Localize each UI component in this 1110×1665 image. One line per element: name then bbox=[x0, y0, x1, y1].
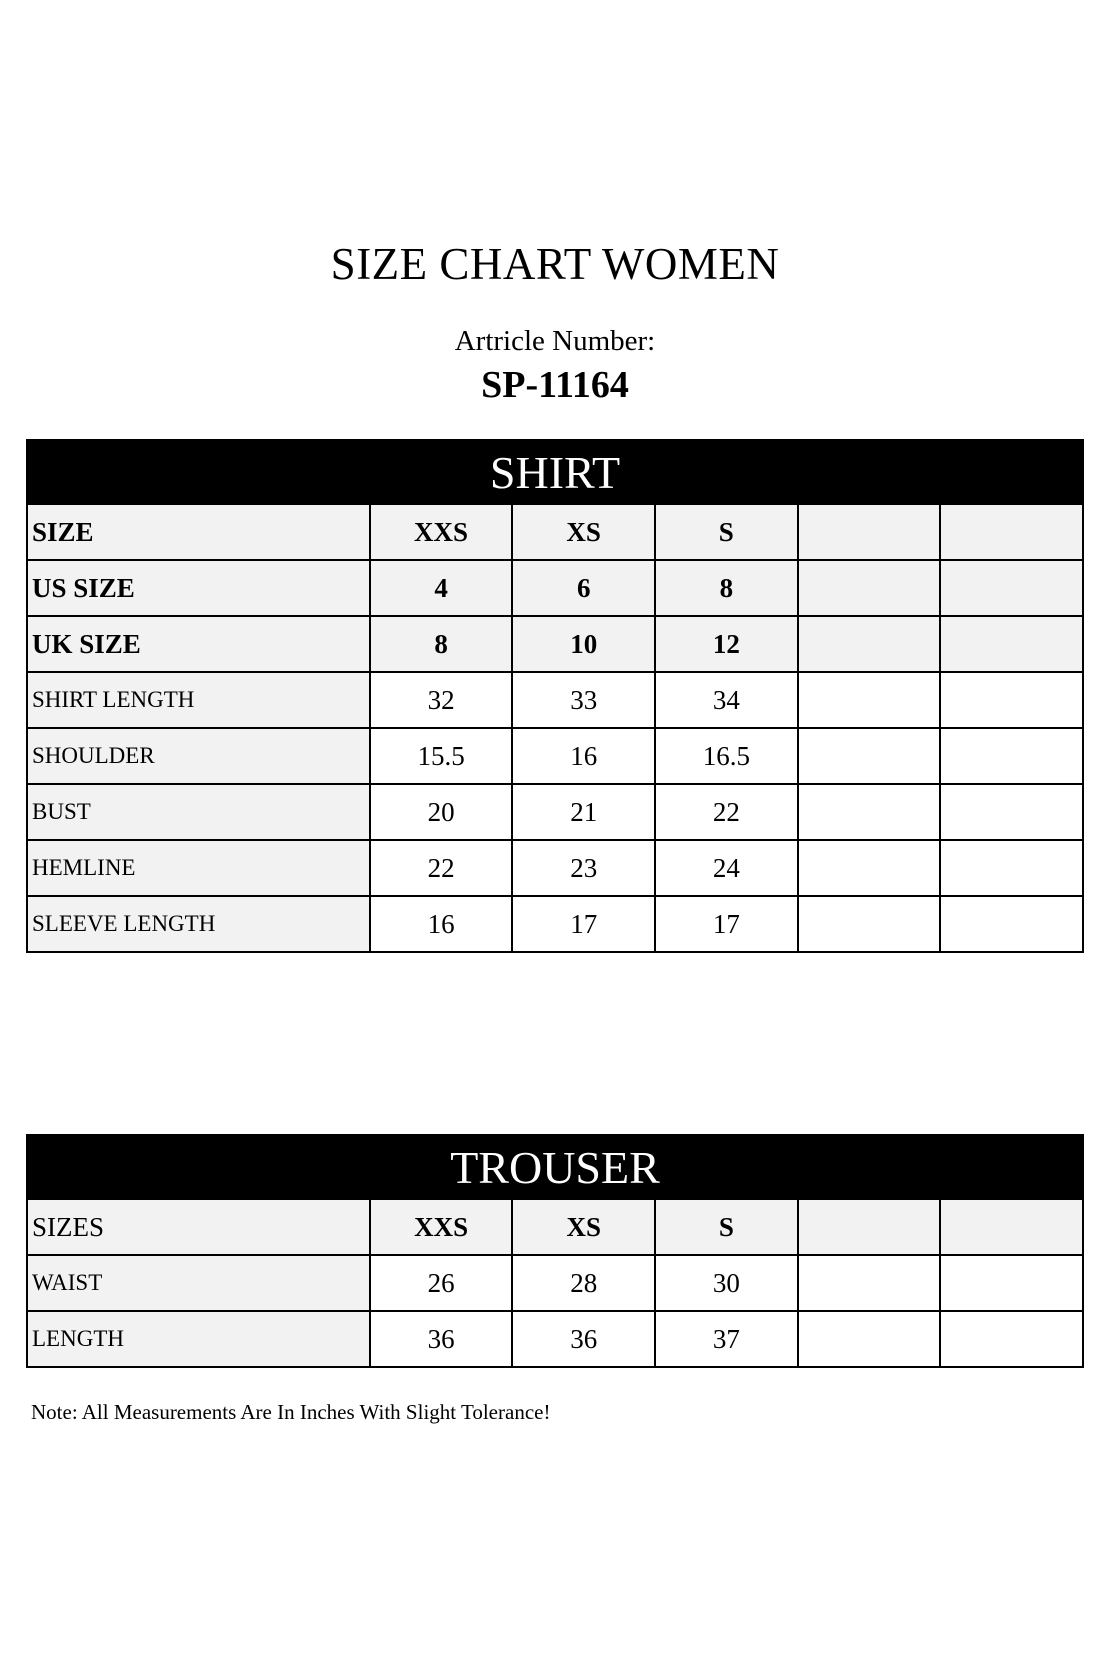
measure-cell bbox=[798, 672, 941, 728]
size-cell: 10 bbox=[512, 616, 655, 672]
measure-cell bbox=[798, 896, 941, 952]
page-title: SIZE CHART WOMEN bbox=[330, 239, 780, 289]
size-cell: XS bbox=[512, 504, 655, 560]
row-label: LENGTH bbox=[27, 1311, 370, 1367]
shirt-measure-row bbox=[27, 672, 1083, 728]
size-cell: S bbox=[655, 1199, 798, 1255]
size-cell bbox=[940, 1199, 1083, 1255]
row-label: SIZE bbox=[27, 504, 370, 560]
article-number-label: Artricle Number: bbox=[454, 325, 656, 357]
measure-cell: 17 bbox=[655, 896, 798, 952]
shirt-heading: SHIRT bbox=[27, 440, 1083, 504]
size-cell: 6 bbox=[512, 560, 655, 616]
measure-cell: 24 bbox=[655, 840, 798, 896]
size-cell bbox=[798, 560, 941, 616]
measure-cell bbox=[940, 840, 1083, 896]
measure-cell: 17 bbox=[512, 896, 655, 952]
measure-cell: 34 bbox=[655, 672, 798, 728]
size-cell bbox=[798, 616, 941, 672]
article-number: SP-11164 bbox=[481, 364, 629, 406]
size-cell: 4 bbox=[370, 560, 513, 616]
measure-cell bbox=[940, 728, 1083, 784]
measure-cell: 15.5 bbox=[370, 728, 513, 784]
measure-cell: 36 bbox=[512, 1311, 655, 1367]
measure-cell bbox=[940, 896, 1083, 952]
trouser-heading: TROUSER bbox=[27, 1135, 1083, 1199]
measure-cell: 23 bbox=[512, 840, 655, 896]
size-cell: 8 bbox=[370, 616, 513, 672]
shirt-uk-size-row bbox=[27, 616, 1083, 672]
measure-cell bbox=[798, 784, 941, 840]
measure-cell: 16 bbox=[370, 896, 513, 952]
shirt-measure-row bbox=[27, 840, 1083, 896]
shirt-us-size-row bbox=[27, 560, 1083, 616]
size-cell: 8 bbox=[655, 560, 798, 616]
size-cell: XXS bbox=[370, 1199, 513, 1255]
row-label: SHOULDER bbox=[27, 728, 370, 784]
measure-cell: 37 bbox=[655, 1311, 798, 1367]
trouser-measure-row bbox=[27, 1311, 1083, 1367]
measure-cell: 16.5 bbox=[655, 728, 798, 784]
size-cell bbox=[940, 504, 1083, 560]
row-label: SLEEVE LENGTH bbox=[27, 896, 370, 952]
measure-cell: 22 bbox=[370, 840, 513, 896]
shirt-size-table bbox=[26, 439, 1084, 953]
measure-cell: 33 bbox=[512, 672, 655, 728]
measure-cell: 30 bbox=[655, 1255, 798, 1311]
measurement-note: Note: All Measurements Are In Inches With Slight Tolerance! bbox=[31, 1400, 551, 1424]
shirt-measure-row bbox=[27, 728, 1083, 784]
measure-cell bbox=[798, 728, 941, 784]
measure-cell bbox=[798, 1255, 941, 1311]
measure-cell bbox=[798, 1311, 941, 1367]
measure-cell bbox=[940, 672, 1083, 728]
measure-cell: 16 bbox=[512, 728, 655, 784]
row-label: BUST bbox=[27, 784, 370, 840]
shirt-measure-row bbox=[27, 784, 1083, 840]
measure-cell bbox=[798, 840, 941, 896]
measure-cell: 28 bbox=[512, 1255, 655, 1311]
size-cell: S bbox=[655, 504, 798, 560]
row-label: HEMLINE bbox=[27, 840, 370, 896]
size-cell: XS bbox=[512, 1199, 655, 1255]
measure-cell bbox=[940, 784, 1083, 840]
size-cell bbox=[798, 1199, 941, 1255]
measure-cell bbox=[940, 1255, 1083, 1311]
trouser-measure-row bbox=[27, 1255, 1083, 1311]
trouser-sizes-row bbox=[27, 1199, 1083, 1255]
size-cell bbox=[940, 616, 1083, 672]
measure-cell bbox=[940, 1311, 1083, 1367]
size-cell bbox=[940, 560, 1083, 616]
size-cell bbox=[798, 504, 941, 560]
size-cell: 12 bbox=[655, 616, 798, 672]
shirt-size-row bbox=[27, 504, 1083, 560]
measure-cell: 32 bbox=[370, 672, 513, 728]
shirt-measure-row bbox=[27, 896, 1083, 952]
row-label: WAIST bbox=[27, 1255, 370, 1311]
measure-cell: 26 bbox=[370, 1255, 513, 1311]
row-label: UK SIZE bbox=[27, 616, 370, 672]
row-label: SIZES bbox=[27, 1199, 370, 1255]
measure-cell: 20 bbox=[370, 784, 513, 840]
row-label: SHIRT LENGTH bbox=[27, 672, 370, 728]
measure-cell: 36 bbox=[370, 1311, 513, 1367]
row-label: US SIZE bbox=[27, 560, 370, 616]
size-cell: XXS bbox=[370, 504, 513, 560]
measure-cell: 22 bbox=[655, 784, 798, 840]
trouser-size-table bbox=[26, 1134, 1084, 1368]
measure-cell: 21 bbox=[512, 784, 655, 840]
